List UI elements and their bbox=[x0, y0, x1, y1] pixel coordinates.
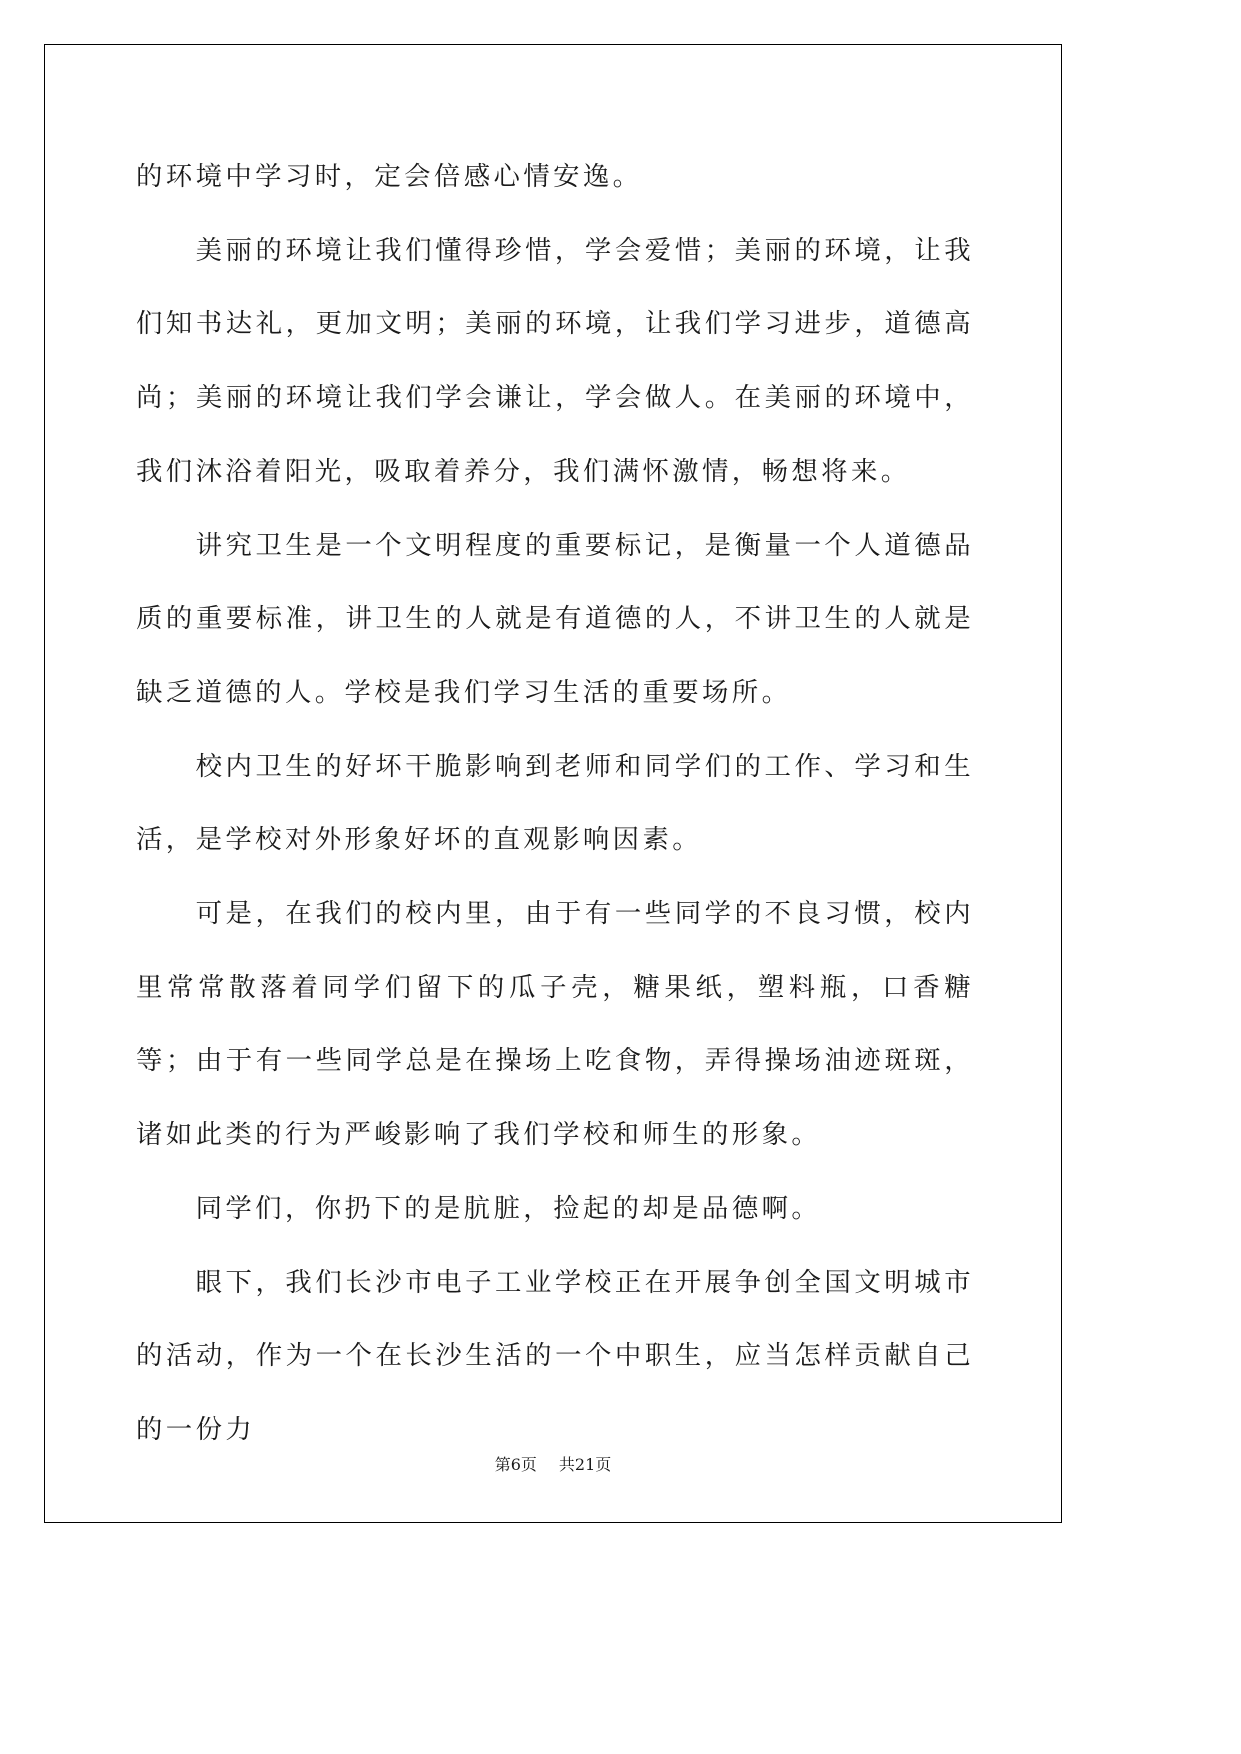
document-body bbox=[136, 140, 974, 1467]
paragraph-6: 同学们，你扔下的是肮脏，捡起的却是品德啊。 bbox=[195, 1192, 822, 1224]
paragraph-1: 的环境中学习时，定会倍感心情安逸。 bbox=[136, 161, 643, 192]
paragraph-4: 校内卫生的好坏干脆影响到老师和同学们的工作、学习和生活，是学校对外形象好坏的直观影响因素。 bbox=[136, 750, 974, 856]
paragraph-5: 可是，在我们的校内里，由于有一些同学的不良习惯，校内里常常散落着同学们留下的瓜子壳，糖果纸，塑料瓶，口香糖等；由于有一些同学总是在操场上吃食物，弄得操场油迹斑斑，诸如此类的行为严峻影响了我们学校和师生的形象。 bbox=[136, 898, 974, 1151]
page-footer bbox=[0, 1452, 1106, 1475]
paragraph-2: 美丽的环境让我们懂得珍惜，学会爱惜；美丽的环境，让我们知书达礼，更加文明；美丽的环境，让我们学习进步，道德高尚；美丽的环境让我们学会谦让，学会做人。在美丽的环境中，我们沐浴着阳光，吸取着养分，我们满怀激情，畅想将来。 bbox=[136, 234, 974, 487]
page-total: 共21页 bbox=[558, 1455, 612, 1474]
page-number: 第6页 bbox=[494, 1455, 537, 1474]
paragraph-3: 讲究卫生是一个文明程度的重要标记，是衡量一个人道德品质的重要标准，讲卫生的人就是有道德的人，不讲卫生的人就是缺乏道德的人。学校是我们学习生活的重要场所。 bbox=[136, 529, 974, 708]
paragraph-7: 眼下，我们长沙市电子工业学校正在开展争创全国文明城市的活动，作为一个在长沙生活的一个中职生，应当怎样贡献自己的一份力 bbox=[136, 1266, 974, 1445]
